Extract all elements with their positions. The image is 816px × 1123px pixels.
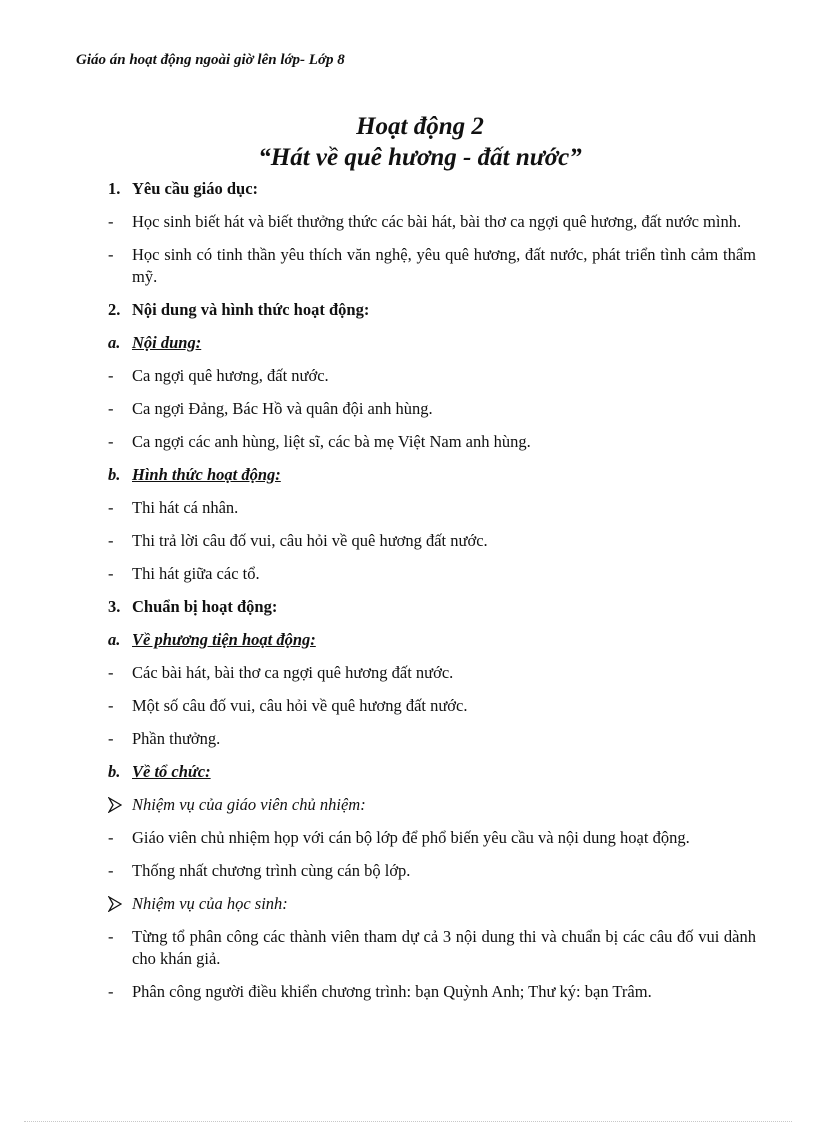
section-number: 3.	[108, 597, 121, 616]
subsection-letter: a.	[108, 630, 121, 649]
subsection-heading	[108, 629, 756, 651]
list-item-text: Thi hát cá nhân.	[132, 498, 239, 517]
page-bottom-rule	[24, 1121, 792, 1122]
list-item-text: Từng tổ phân công các thành viên tham dự cả 3 nội dung thi và chuẩn bị các câu đố vui dành cho khán giả.	[132, 927, 756, 968]
dash-bullet: -	[108, 982, 114, 1001]
list-item-text: Thống nhất chương trình cùng cán bộ lớp.	[132, 861, 411, 880]
list-item	[108, 695, 756, 717]
dash-bullet: -	[108, 927, 114, 946]
list-item	[108, 211, 756, 233]
subsection-heading-text: Về tổ chức:	[132, 762, 211, 781]
list-item-text: Phần thưởng.	[132, 729, 221, 748]
section-number: 1.	[108, 179, 121, 198]
list-item	[108, 530, 756, 552]
dash-bullet: -	[108, 432, 114, 451]
subsection-letter: b.	[108, 762, 121, 781]
list-item-text: Giáo viên chủ nhiệm họp với cán bộ lớp để phổ biến yêu cầu và nội dung hoạt động.	[132, 828, 690, 847]
task-heading	[108, 893, 756, 915]
list-item-text: Thi trả lời câu đố vui, câu hỏi về quê hương đất nước.	[132, 531, 488, 550]
section-heading	[108, 299, 756, 321]
list-item-text: Học sinh có tinh thần yêu thích văn nghệ, yêu quê hương, đất nước, phát triển tình cảm thẩm mỹ.	[132, 245, 756, 286]
section-heading	[108, 596, 756, 618]
dash-bullet: -	[108, 861, 114, 880]
list-item-text: Thi hát giữa các tổ.	[132, 564, 260, 583]
subsection-heading-text: Nội dung:	[132, 333, 202, 352]
list-item	[108, 981, 756, 1003]
dash-bullet: -	[108, 531, 114, 550]
list-item	[108, 926, 756, 970]
list-item-text: Phân công người điều khiển chương trình: bạn Quỳnh Anh; Thư ký: bạn Trâm.	[132, 982, 652, 1001]
task-heading-text: Nhiệm vụ của giáo viên chủ nhiệm:	[132, 795, 366, 814]
list-item	[108, 728, 756, 750]
dash-bullet: -	[108, 245, 114, 264]
activity-title: Hoạt động 2	[356, 113, 484, 140]
dash-bullet: -	[108, 729, 114, 748]
section-heading-text: Nội dung và hình thức hoạt động:	[132, 300, 370, 319]
list-item	[108, 563, 756, 585]
subsection-letter: a.	[108, 333, 121, 352]
list-item	[108, 398, 756, 420]
subsection-heading-text: Hình thức hoạt động:	[132, 465, 281, 484]
dash-bullet: -	[108, 564, 114, 583]
dash-bullet: -	[108, 696, 114, 715]
subsection-heading	[108, 332, 756, 354]
activity-subtitle: “Hát về quê hương - đất nước”	[258, 144, 582, 171]
title-block	[0, 111, 816, 173]
arrow-bullet-icon	[108, 896, 122, 912]
list-item-text: Ca ngợi quê hương, đất nước.	[132, 366, 329, 385]
list-item-text: Ca ngợi Đảng, Bác Hồ và quân đội anh hùng.	[132, 399, 433, 418]
list-item	[108, 662, 756, 684]
section-heading-text: Chuẩn bị hoạt động:	[132, 597, 278, 616]
subsection-letter: b.	[108, 465, 121, 484]
list-item	[108, 365, 756, 387]
arrow-bullet-icon	[108, 797, 122, 813]
list-item	[108, 431, 756, 453]
list-item	[108, 860, 756, 882]
list-item	[108, 497, 756, 519]
subsection-heading-text: Về phương tiện hoạt động:	[132, 630, 316, 649]
list-item-text: Ca ngợi các anh hùng, liệt sĩ, các bà mẹ Việt Nam anh hùng.	[132, 432, 531, 451]
list-item	[108, 827, 756, 849]
list-item-text: Một số câu đố vui, câu hỏi về quê hương đất nước.	[132, 696, 468, 715]
dash-bullet: -	[108, 366, 114, 385]
dash-bullet: -	[108, 212, 114, 231]
dash-bullet: -	[108, 498, 114, 517]
dash-bullet: -	[108, 399, 114, 418]
dash-bullet: -	[108, 828, 114, 847]
list-item-text: Học sinh biết hát và biết thưởng thức các bài hát, bài thơ ca ngợi quê hương, đất nước mình.	[132, 212, 742, 231]
subsection-heading	[108, 464, 756, 486]
section-heading-text: Yêu cầu giáo dục:	[132, 179, 259, 198]
section-number: 2.	[108, 300, 121, 319]
subsection-heading	[108, 761, 756, 783]
list-item	[108, 244, 756, 288]
page-header: Giáo án hoạt động ngoài giờ lên lớp- Lớp 8	[76, 52, 345, 68]
section-heading	[108, 178, 756, 200]
document-body	[108, 178, 756, 1014]
list-item-text: Các bài hát, bài thơ ca ngợi quê hương đất nước.	[132, 663, 454, 682]
task-heading	[108, 794, 756, 816]
task-heading-text: Nhiệm vụ của học sinh:	[132, 894, 288, 913]
dash-bullet: -	[108, 663, 114, 682]
